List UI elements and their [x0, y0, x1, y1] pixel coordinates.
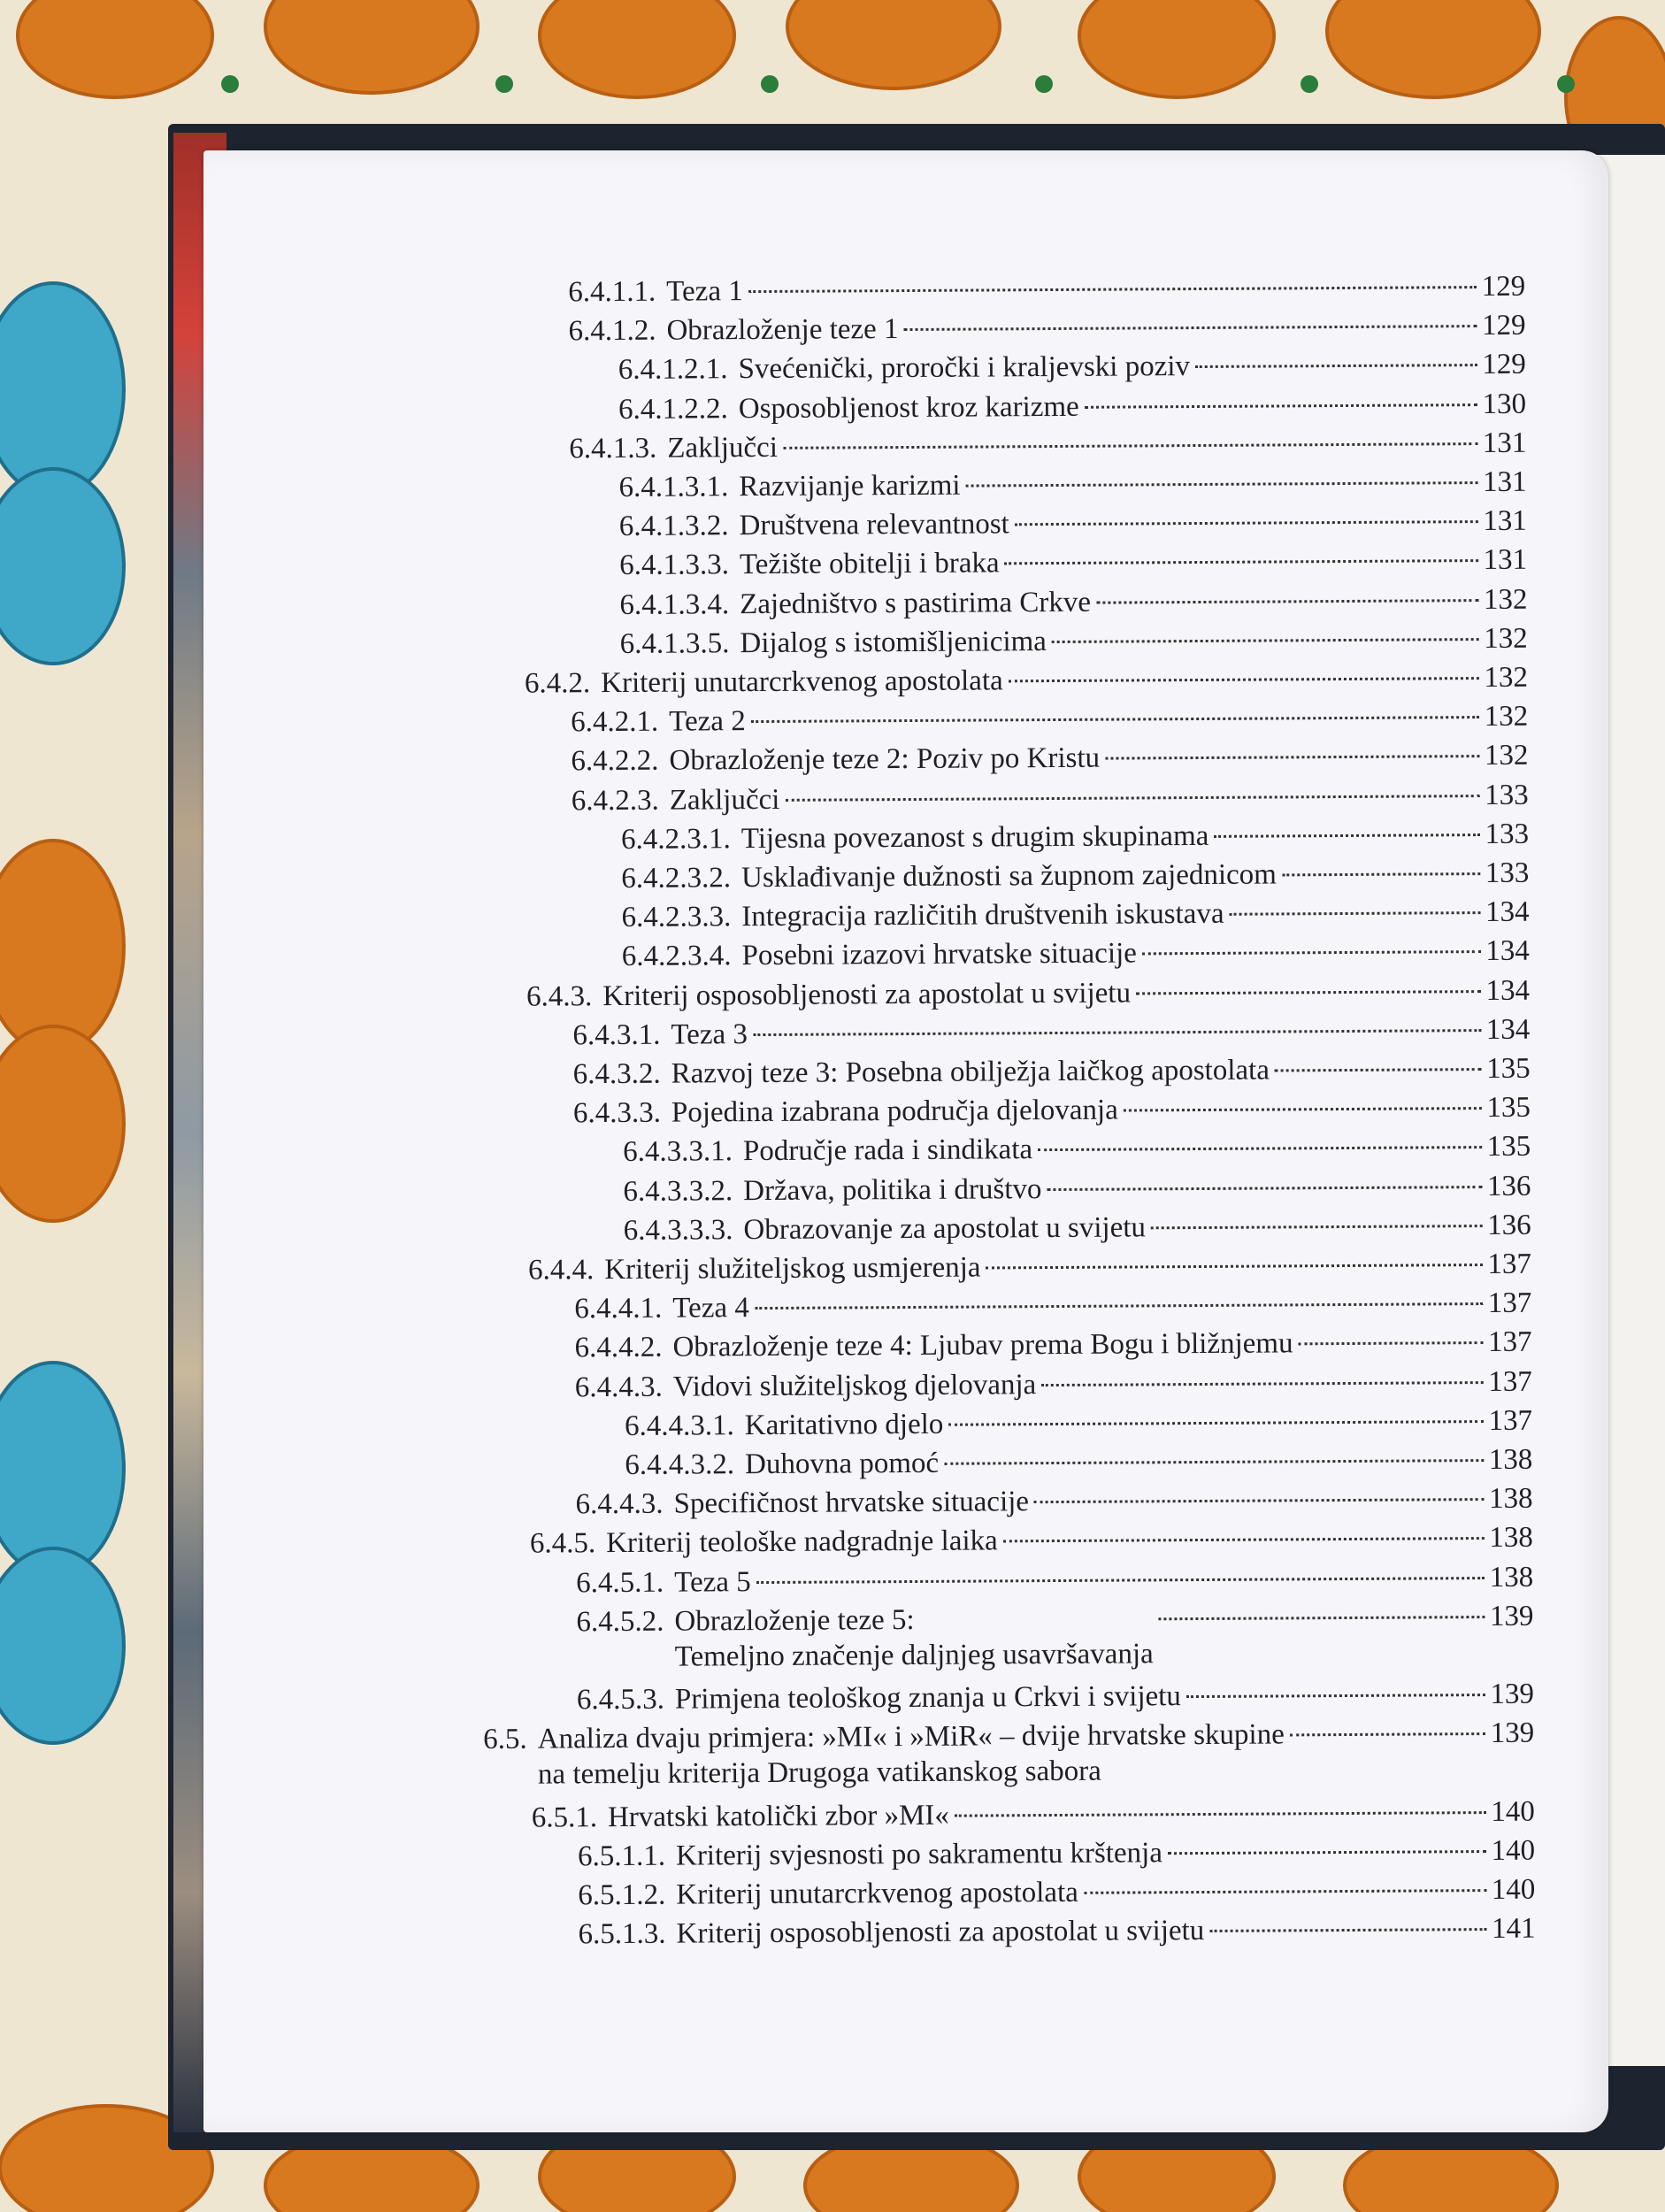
toc-entry-title: Društvena relevantnost [739, 508, 1009, 542]
toc-entry-title: Karitativno djelo [744, 1408, 944, 1441]
toc-entry-title: Kriterij osposobljenosti za apostolat u svijetu [602, 977, 1132, 1012]
toc-page-number: 140 [1491, 1873, 1536, 1907]
toc-page-number: 140 [1491, 1795, 1535, 1828]
toc-entry-title: Obrazloženje teze 4: Ljubav prema Bogu i bližnjemu [672, 1327, 1293, 1364]
toc-entry-number: 6.4.3. [526, 979, 593, 1013]
toc-entry-title: Kriterij svjesnosti po sakramentu krštenja [675, 1837, 1163, 1872]
toc-dot-leader [785, 795, 1479, 802]
toc-dot-leader [1047, 1186, 1481, 1191]
toc-entry [569, 426, 1526, 467]
toc-dot-leader [748, 286, 1477, 293]
toc-entry-title: Duhovna pomoć [744, 1447, 940, 1481]
toc-page-number: 136 [1487, 1209, 1531, 1241]
toc-entry-number: 6.4.3.2. [572, 1057, 661, 1091]
toc-dot-leader [965, 481, 1477, 488]
toc-entry-number: 6.4.2. [524, 667, 591, 700]
toc-entry-title: Kriterij služiteljskog usmjerenja [604, 1251, 981, 1286]
toc-entry-title: Osposobljenost kroz karizme [738, 390, 1079, 425]
toc-dot-leader [1085, 403, 1477, 409]
toc-entry-title: Vidovi služiteljskog djelovanja [672, 1368, 1037, 1403]
toc-page-number: 132 [1484, 622, 1528, 655]
toc-entry-title: Obrazloženje teze 2: Poziv po Kristu [669, 742, 1101, 778]
toc-page-number: 129 [1482, 349, 1526, 381]
toc-dot-leader [944, 1459, 1484, 1465]
toc-entry [578, 1872, 1535, 1914]
toc-entry-title: Integracija različitih društvenih iskustava [741, 898, 1224, 933]
toc-entry [577, 1677, 1534, 1718]
toc-entry [572, 777, 1529, 818]
toc-entry-title: Dijalog s istomišljenicima [740, 625, 1047, 659]
toc-page-number: 134 [1485, 935, 1530, 968]
toc-page-number: 137 [1488, 1404, 1533, 1437]
toc-entry [619, 503, 1527, 544]
toc-entry [620, 621, 1528, 662]
toc-page-number: 131 [1483, 544, 1528, 577]
toc-entry [619, 581, 1527, 622]
toc-dot-leader [751, 716, 1479, 723]
toc-entry-number: 6.4.3.3.1. [623, 1135, 733, 1169]
toc-dot-leader [1015, 520, 1478, 526]
toc-entry-title: Težište obitelji i braka [739, 547, 1000, 581]
toc-entry [618, 386, 1526, 426]
book-page [203, 150, 1608, 2132]
toc-page-number: 137 [1488, 1365, 1532, 1398]
toc-entry-number: 6.5. [483, 1724, 527, 1756]
toc-entry-number: 6.4.1.2.1. [618, 353, 728, 387]
toc-entry [619, 542, 1527, 583]
toc-page-number: 135 [1486, 1091, 1531, 1125]
toc-page-number: 138 [1488, 1443, 1533, 1477]
toc-page-number: 140 [1491, 1834, 1536, 1868]
toc-entry-number: 6.4.1.3.2. [618, 510, 729, 543]
toc-entry [571, 699, 1528, 741]
toc-entry-title: Kriterij unutarcrkvenog apostolata [676, 1877, 1078, 1911]
toc-entry [623, 1129, 1531, 1170]
toc-entry [576, 1599, 1533, 1676]
toc-entry [575, 1363, 1532, 1405]
toc-entry-number: 6.4.4.1. [574, 1292, 663, 1325]
toc-entry [571, 738, 1528, 780]
toc-page-number: 139 [1489, 1600, 1534, 1632]
toc-entry [525, 660, 1528, 702]
toc-dot-leader [955, 1811, 1485, 1817]
toc-entry-number: 6.4.5.2. [576, 1605, 664, 1639]
toc-entry-number: 6.4.4.3.2. [625, 1448, 735, 1481]
toc-entry [622, 933, 1530, 974]
toc-dot-leader [1096, 599, 1478, 604]
toc-entry-number: 6.4.5.1. [576, 1566, 664, 1599]
toc-entry [623, 1168, 1531, 1209]
toc-entry-title: Svećenički, proročki i kraljevski poziv [738, 350, 1191, 386]
toc-entry-title-continued: na temelju kriterija Drugoga vatikanskog sabora [537, 1755, 1101, 1791]
toc-entry [576, 1559, 1533, 1601]
toc-dot-leader [1038, 1146, 1482, 1151]
toc-entry-title: Teza 4 [672, 1292, 749, 1325]
toc-entry-title: Zajedništvo s pastirima Crkve [740, 586, 1092, 620]
toc-page-number: 139 [1490, 1678, 1535, 1711]
toc-dot-leader [1151, 1225, 1482, 1229]
toc-dot-leader [1009, 677, 1479, 682]
toc-entry-title: Zaključci [667, 431, 779, 465]
toc-dot-leader [1005, 559, 1478, 565]
toc-dot-leader [1186, 1694, 1485, 1698]
toc-page-number: 131 [1482, 465, 1527, 499]
toc-entry-title: Tijesna povezanost s drugim skupinama [740, 819, 1209, 855]
toc-entry-title: Zaključci [669, 783, 780, 817]
toc-page-number: 138 [1489, 1522, 1533, 1555]
toc-page-number: 129 [1481, 270, 1526, 303]
toc-page-number: 129 [1481, 309, 1526, 342]
toc-page-number: 137 [1487, 1326, 1532, 1359]
toc-entry-number: 6.4.2.2. [571, 745, 659, 778]
toc-dot-leader [1003, 1537, 1485, 1542]
toc-entry-title: Teza 3 [671, 1018, 748, 1051]
toc-entry-number: 6.4.3.3.3. [623, 1214, 733, 1247]
toc-entry-number: 6.4.3.3.2. [623, 1174, 733, 1208]
toc-entry-number: 6.4.2.3. [571, 784, 659, 817]
toc-entry-title: Obrazovanje za apostolat u svijetu [743, 1211, 1147, 1246]
toc-page-number: 131 [1483, 504, 1527, 538]
toc-entry-title: Teza 1 [666, 275, 743, 308]
toc-dot-leader [1142, 950, 1480, 955]
toc-entry [624, 1208, 1531, 1248]
toc-page-number: 133 [1485, 856, 1530, 890]
toc-entry-title-block [538, 1717, 1285, 1793]
toc-entry-number: 6.4.2.1. [571, 705, 659, 739]
toc-page-number: 135 [1486, 1131, 1531, 1164]
toc-dot-leader [1299, 1341, 1484, 1345]
toc-entry-number: 6.4.4.3. [574, 1371, 663, 1403]
toc-page-number: 137 [1487, 1248, 1532, 1281]
toc-dot-leader [1034, 1498, 1484, 1503]
toc-entry [625, 1403, 1532, 1444]
toc-dot-leader [1124, 1107, 1482, 1111]
toc-page-number: 132 [1484, 661, 1529, 695]
toc-entry-number: 6.4.1.2.2. [618, 392, 728, 426]
toc-dot-leader [1168, 1850, 1486, 1855]
toc-entry [568, 308, 1525, 349]
toc-dot-leader [1214, 833, 1479, 838]
toc-dot-leader [756, 1577, 1485, 1584]
toc-page-number: 132 [1484, 740, 1529, 772]
toc-entry [625, 1442, 1532, 1483]
toc-dot-leader [1052, 638, 1478, 643]
toc-entry-title-block [674, 1601, 1154, 1674]
toc-page-number: 136 [1486, 1170, 1531, 1202]
toc-dot-leader [1084, 1889, 1486, 1894]
toc-page-number: 141 [1491, 1913, 1536, 1946]
toc-dot-leader [1105, 755, 1479, 760]
toc-entry-title: Analiza dvaju primjera: »MI« i »MiR« – dvije hrvatske skupine [537, 1718, 1285, 1755]
toc-entry [573, 1090, 1531, 1132]
toc-entry-number: 6.4.5.3. [576, 1683, 665, 1717]
toc-page-number: 130 [1482, 388, 1527, 420]
toc-entry-number: 6.5.1.2. [578, 1878, 666, 1912]
toc-entry-number: 6.4.1.1. [568, 275, 656, 309]
toc-dot-leader [904, 325, 1477, 331]
toc-entry-number: 6.4.2.3.4. [621, 940, 732, 973]
toc-entry-number: 6.4.4.3.1. [624, 1409, 734, 1442]
toc-entry [574, 1325, 1531, 1366]
toc-dot-leader [1290, 1732, 1485, 1736]
toc-page-number: 132 [1484, 700, 1529, 733]
toc-entry [483, 1716, 1534, 1793]
toc-entry [530, 1520, 1533, 1562]
toc-entry-number: 6.4.1.3.3. [619, 549, 729, 582]
toc-entry-title: Primjena teološkog znanja u Crkvi i svijetu [674, 1680, 1181, 1716]
toc-dot-leader [948, 1420, 1483, 1426]
toc-entry-number: 6.4.2.3.3. [621, 901, 732, 934]
toc-entry-number: 6.4.2.3.2. [621, 862, 732, 895]
toc-entry-title: Hrvatski katolički zbor »MI« [607, 1799, 949, 1833]
toc-dot-leader [1230, 911, 1481, 916]
toc-entry-title: Kriterij osposobljenosti za apostolat u svijetu [676, 1915, 1205, 1951]
toc-entry-number: 6.4.1.3. [569, 432, 657, 465]
toc-entry [618, 347, 1526, 388]
toc-page-number: 131 [1482, 426, 1527, 459]
toc-dot-leader [753, 1029, 1481, 1036]
toc-dot-leader [1195, 364, 1477, 368]
toc-dot-leader [986, 1263, 1482, 1269]
toc-entry [572, 1012, 1530, 1054]
toc-entry-number: 6.4.1.3.1. [618, 471, 729, 504]
toc-dot-leader [1282, 872, 1480, 876]
toc-entry-title: Teza 2 [669, 705, 746, 738]
toc-entry [578, 1833, 1535, 1875]
toc-page-number: 133 [1485, 779, 1529, 811]
toc-entry [568, 269, 1525, 311]
toc-entry-number: 6.4.4.2. [574, 1332, 663, 1364]
toc-entry-number: 6.4.2.3.1. [620, 823, 731, 856]
toc-dot-leader [1209, 1928, 1486, 1932]
toc-entry [621, 817, 1529, 857]
toc-entry-number: 6.5.1. [531, 1801, 598, 1834]
toc-dot-leader [783, 442, 1477, 449]
toc-entry-title: Usklađivanje dužnosti sa župnom zajednicom [740, 858, 1278, 895]
toc-dot-leader [1275, 1068, 1481, 1071]
toc-entry [573, 1051, 1531, 1093]
toc-entry-title-continued: Temeljno značenje daljnjeg usavršavanja [674, 1638, 1154, 1673]
toc-dot-leader [755, 1302, 1483, 1310]
toc-entry-number: 6.4.1.3.4. [619, 588, 730, 621]
toc-page-number: 139 [1490, 1717, 1535, 1750]
toc-entry-number: 6.4.1.3.5. [619, 627, 730, 660]
table-of-contents [197, 146, 1615, 2137]
toc-entry [618, 465, 1526, 505]
toc-entry-title: Pojedina izabrana područja djelovanja [671, 1094, 1118, 1129]
toc-page-number: 134 [1485, 1013, 1531, 1046]
toc-page-number: 135 [1486, 1052, 1531, 1086]
toc-entry-number: 6.4.3.3. [572, 1096, 662, 1130]
toc-entry-number: 6.4.3.1. [572, 1018, 661, 1052]
toc-entry-title: Obrazloženje teze 5: [674, 1603, 915, 1638]
toc-entry-title: Razvijanje karizmi [739, 469, 961, 503]
toc-page-number: 133 [1485, 818, 1530, 850]
toc-entry-title: Kriterij teološke nadgradnje laika [606, 1525, 998, 1560]
toc-entry-title: Teza 5 [674, 1565, 751, 1599]
toc-page-number: 138 [1489, 1561, 1534, 1594]
toc-dot-leader [1158, 1616, 1484, 1620]
toc-page-number: 138 [1488, 1482, 1533, 1516]
toc-entry-title: Razvoj teze 3: Posebna obilježja laičkog apostolata [671, 1054, 1270, 1090]
toc-entry [528, 1247, 1531, 1288]
toc-entry [574, 1286, 1531, 1327]
toc-entry-title: Kriterij unutarcrkvenog apostolata [601, 664, 1003, 700]
toc-dot-leader [1136, 990, 1481, 995]
toc-dot-leader [1041, 1381, 1483, 1386]
toc-entry [532, 1794, 1535, 1836]
toc-entry-title: Država, politika i društvo [743, 1172, 1042, 1207]
toc-entry-number: 6.5.1.3. [578, 1918, 666, 1951]
toc-entry-number: 6.4.1.2. [568, 314, 656, 348]
toc-entry-number: 6.4.4.3. [575, 1487, 664, 1521]
toc-entry [621, 856, 1529, 896]
toc-entry-title: Područje rada i sindikata [742, 1133, 1033, 1168]
toc-entry-title: Specifičnost hrvatske situacije [673, 1486, 1030, 1520]
toc-entry-number: 6.5.1.1. [577, 1839, 666, 1873]
toc-entry [578, 1911, 1535, 1953]
toc-entry [526, 972, 1530, 1014]
toc-entry-title: Posebni izazovi hrvatske situacije [741, 937, 1137, 972]
toc-entry-number: 6.4.5. [529, 1527, 596, 1561]
toc-page-number: 137 [1487, 1286, 1532, 1320]
toc-entry-title: Obrazloženje teze 1 [666, 313, 899, 347]
toc-entry [576, 1481, 1533, 1523]
toc-page-number: 132 [1483, 583, 1528, 616]
toc-page-number: 134 [1485, 895, 1530, 929]
toc-entry-number: 6.4.4. [527, 1254, 595, 1286]
toc-entry [621, 895, 1529, 935]
toc-page-number: 134 [1485, 974, 1531, 1007]
